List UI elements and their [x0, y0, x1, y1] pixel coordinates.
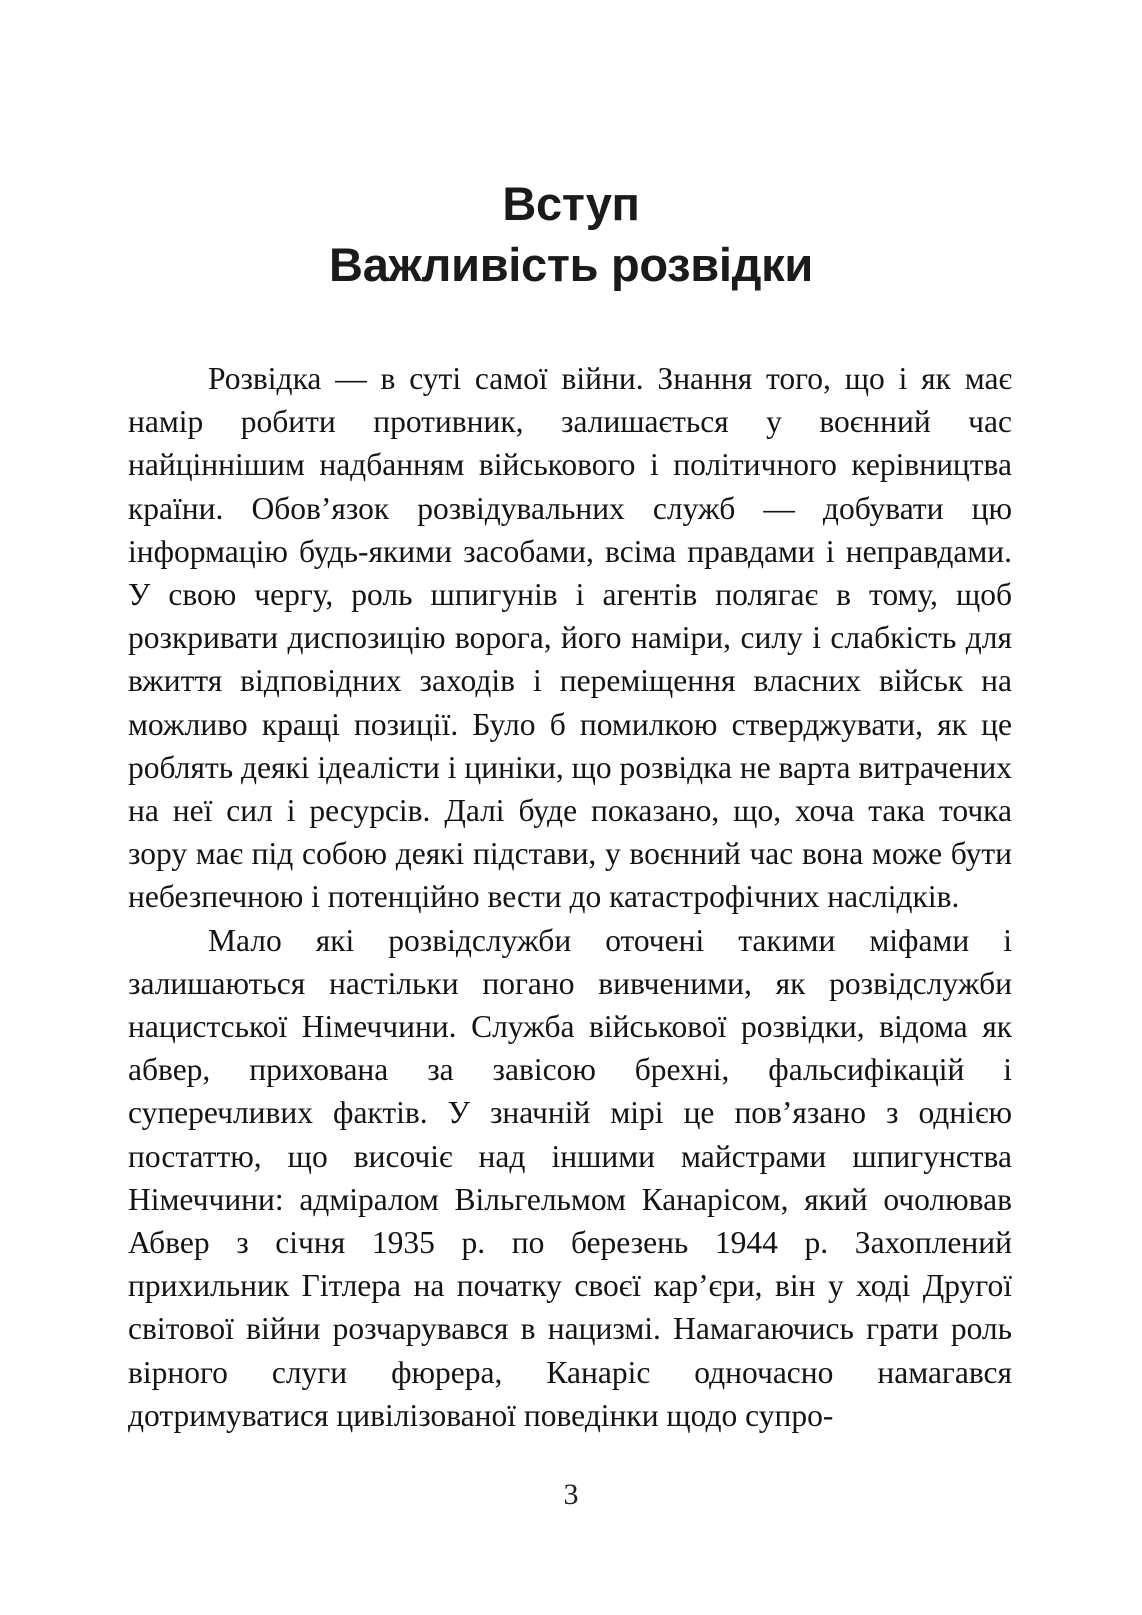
chapter-kicker: Вступ [502, 177, 640, 230]
body-text-column [128, 357, 1012, 1437]
body-paragraph: Розвідка — в суті самої війни. Знання того, що і як має намір робити противник, залишається у воєнний час найціннішим надбанням військового і політичного керівництва країни. Обов’язок розвідувальних служб — добувати цю інформацію будь-якими засобами, всіма правдами і неправдами. У свою чергу, роль шпигунів і агентів полягає в тому, щоб розкривати диспозицію ворога, його наміри, силу і слабкість для вжиття відповідних заходів і переміщення власних військ на можливо кращі позиції. Було б помилкою стверджувати, як це роблять деякі ідеалісти і циніки, що розвідка не варта витрачених на неї сил і ресурсів. Далі буде показано, що, хоча така точка зору має під собою деякі підстави, у воєнний час вона може бути небезпечною і потенційно вести до катастрофічних наслідків. [128, 361, 1012, 915]
chapter-heading [0, 176, 1142, 293]
body-paragraph: Мало які розвідслужби оточені такими міфами і залишаються настільки погано вивченими, як розвідслужби нацистської Німеччини. Служба військової розвідки, відома як абвер, прихована за завісою брехні, фальсифікацій і суперечливих фактів. У значній мірі це пов’язано з однією постаттю, що височіє над іншими майстрами шпигунства Німеччини: адміралом Вільгельмом Канарісом, який очолював Абвер з січня 1935 р. по березень 1944 р. Захоплений прихильник Гітлера на початку своєї кар’єри, він у ході Другої світової війни розчарувався в нацизмі. Намагаючись грати роль вірного слуги фюрера, Канаріс одночасно намагався дотримуватися цивілізованої поведінки щодо супро- [128, 922, 1012, 1433]
page-number: 3 [563, 1478, 579, 1511]
chapter-title: Важливість розвідки [329, 238, 813, 292]
